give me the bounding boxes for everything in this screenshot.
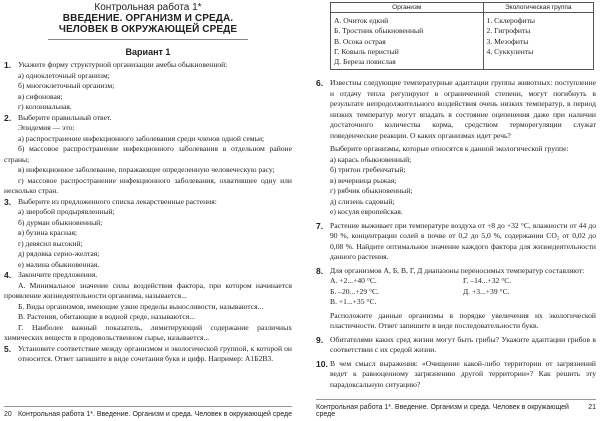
group-list bbox=[483, 13, 593, 70]
range-item bbox=[463, 297, 596, 308]
question-text: Для организмов А, Б, В, Г, Д диапазоны переносимых температур составляют: bbox=[330, 265, 585, 275]
option: б) массовое распространение инфекционного заболевания в отдельном районе страны; bbox=[4, 144, 292, 164]
range-item: А. +2...+40 °С. bbox=[330, 276, 377, 286]
option: а) распространение инфекционного заболевания среди членов одной семьи; bbox=[18, 133, 265, 143]
question-number: 3. bbox=[4, 196, 12, 207]
question-text: Закончите предложения. bbox=[18, 270, 98, 279]
question-3 bbox=[4, 197, 292, 208]
organism-item: Г. Ковыль перистый bbox=[334, 46, 399, 56]
page-footer bbox=[316, 399, 596, 418]
range-item: Д. +3...+39 °С. bbox=[463, 286, 510, 296]
question-text: Растение выживает при температуре воздуха от +8 до +32 °С, влажности от 44 до 90 %, концентрации солей в почве от 0,2 до 5,0 %, содержании CO₂ от 0,02 до 0,08 %. Найдите оптимальное значение каждого фактора для жизнедеятельности данного растения. bbox=[330, 220, 596, 262]
option: а) карась обыкновенный; bbox=[330, 154, 412, 164]
question-number: 7. bbox=[316, 220, 324, 231]
option: г) девясил высокий; bbox=[18, 238, 83, 248]
range-item: В. +1...+35 °С. bbox=[330, 297, 377, 307]
question-number: 9. bbox=[316, 334, 324, 345]
option: в) бузина красная; bbox=[18, 228, 78, 237]
question-9 bbox=[316, 335, 596, 356]
running-title: Контрольная работа 1*. Введение. Организм и среда. Человек в окружающей среде bbox=[316, 404, 569, 418]
option: б) тритон гребенчатый; bbox=[330, 165, 406, 175]
option: в) сифоновая; bbox=[18, 91, 63, 101]
column-header-organism: Организм bbox=[331, 3, 484, 13]
organism-item: Д. Береза повислая bbox=[334, 57, 396, 67]
chapter-subtitle: Контрольная работа 1* bbox=[94, 2, 202, 13]
range-item: Г. –14...+32 °С. bbox=[463, 276, 512, 286]
question-8-task: Расположите данные организмы в порядке увеличения их экологической пластичности. Ответ запишите в виде последовательности букв. bbox=[330, 310, 596, 331]
column-header-group: Экологическая группа bbox=[483, 3, 593, 13]
right-page bbox=[300, 0, 600, 421]
option: а) одноклеточный организм; bbox=[18, 70, 110, 80]
option: е) малина обыкновенная. bbox=[18, 259, 100, 269]
question-6-stem: Выберите организмы, которые относятся к данной экологической группе: bbox=[330, 144, 569, 154]
sentence-item: В. Растения, обитающие в водной среде, называются... bbox=[18, 312, 195, 321]
header-rule bbox=[48, 39, 248, 40]
option: в) вечерница рыжая; bbox=[330, 175, 397, 185]
sentence-item: Г. Наиболее важный показатель, лимитирующий содержание различных химических веществ в продовольственном сырье, называется... bbox=[4, 322, 292, 342]
question-2 bbox=[4, 113, 292, 124]
question-text: Выберите правильный ответ. bbox=[18, 112, 112, 122]
group-item: 4. Суккуленты bbox=[486, 46, 534, 56]
option: б) многоклеточный организм; bbox=[18, 81, 115, 90]
option: а) зверобой продырявленный; bbox=[18, 207, 115, 216]
group-item: 1. Склерофиты bbox=[486, 16, 536, 25]
option: д) рядовка серно-желтая; bbox=[18, 249, 100, 258]
question-text: Выберите из предложенного списка лекарственные растения: bbox=[18, 196, 217, 206]
group-item: 3. Мезофиты bbox=[486, 36, 529, 46]
question-6 bbox=[316, 78, 596, 141]
option: в) инфекционное заболевание, поражающее определенную человеческую расу; bbox=[18, 165, 275, 174]
question-number: 1. bbox=[4, 60, 12, 70]
chapter-title-line2: ЧЕЛОВЕК В ОКРУЖАЮЩЕЙ СРЕДЕ bbox=[58, 24, 238, 35]
question-text: Установите соответствие между организмом и экологической группой, к которой он относится. Ответ запишите в виде сочетания букв и цифр. Например: А1Б2В3. bbox=[18, 343, 292, 363]
page-number: 20 bbox=[4, 411, 12, 418]
question-number: 8. bbox=[316, 265, 324, 276]
chapter-header bbox=[4, 2, 292, 40]
page-footer bbox=[4, 406, 292, 418]
sentence-item: Б. Виды организмов, имеющие узкие пределы выносливости, называются... bbox=[18, 301, 264, 311]
question-text: Известны следующие температурные адаптации группы животных: поступление и отдачу тепла регулируют в ограниченной степени, могут погибнуть в результате непродолжительного воздействия очень низких температур, в период низких температур могут впадать в состояние оцепенения даже при наличии достаточного количества корма, средством терморегуляции служат поведенческие реакции. О каких организмах идет речь? bbox=[330, 78, 596, 140]
question-5 bbox=[4, 344, 292, 365]
variant-heading: Вариант 1 bbox=[125, 47, 171, 57]
organism-group-table bbox=[330, 2, 594, 70]
question-stem: Эпидемия — это: bbox=[18, 123, 75, 132]
question-number: 4. bbox=[4, 270, 12, 280]
question-1 bbox=[4, 60, 292, 71]
organism-list bbox=[331, 13, 484, 70]
question-number: 5. bbox=[4, 343, 12, 354]
option: г) рябчик обыкновенный; bbox=[330, 186, 413, 196]
temperature-ranges bbox=[316, 276, 596, 308]
question-number: 2. bbox=[4, 112, 12, 123]
question-number: 6. bbox=[316, 78, 324, 89]
option: г) колониальная. bbox=[18, 102, 72, 111]
option: б) дурман обыкновенный; bbox=[18, 217, 103, 227]
question-8 bbox=[316, 266, 596, 277]
running-title: Контрольная работа 1*. Введение. Организм и среда. Человек в окружающей среде bbox=[17, 411, 292, 418]
organism-item: А. Очиток едкий bbox=[334, 16, 389, 25]
range-item: Б. –20...+29 °С. bbox=[330, 286, 380, 296]
page-number: 21 bbox=[588, 404, 596, 411]
question-text: Обитателями каких сред жизни могут быть грибы? Укажите адаптации грибов в соответствии с их средой жизни. bbox=[330, 334, 596, 355]
option: г) массовое распространение инфекционного заболевания, охватившее одну или несколько стран. bbox=[4, 175, 292, 195]
question-4 bbox=[4, 270, 292, 281]
group-item: 2. Гигрофиты bbox=[486, 26, 531, 36]
question-text: Укажите форму структурной организации амебы обыкновенной: bbox=[18, 60, 228, 69]
option: д) слизень садовый; bbox=[330, 196, 395, 206]
organism-item: Б. Тростник обыкновенный bbox=[334, 26, 424, 36]
question-7 bbox=[316, 221, 596, 263]
question-number: 10. bbox=[316, 358, 328, 369]
option: е) косуля европейская. bbox=[330, 207, 403, 217]
question-10 bbox=[316, 359, 596, 391]
chapter-title-line1: ВВЕДЕНИЕ. ОРГАНИЗМ И СРЕДА. bbox=[62, 13, 234, 24]
question-text: В чем смысл выражения: «Очищение какой-либо территории от загрязнений ведет к равноценному загрязнению другой территории»? Как решить эту парадоксальную ситуацию? bbox=[330, 358, 596, 389]
sentence-item: А. Минимальное значение силы воздействия фактора, при котором начинается проявление жизнедеятельности организма, называется... bbox=[4, 280, 292, 300]
organism-item: В. Осока острая bbox=[334, 36, 386, 46]
